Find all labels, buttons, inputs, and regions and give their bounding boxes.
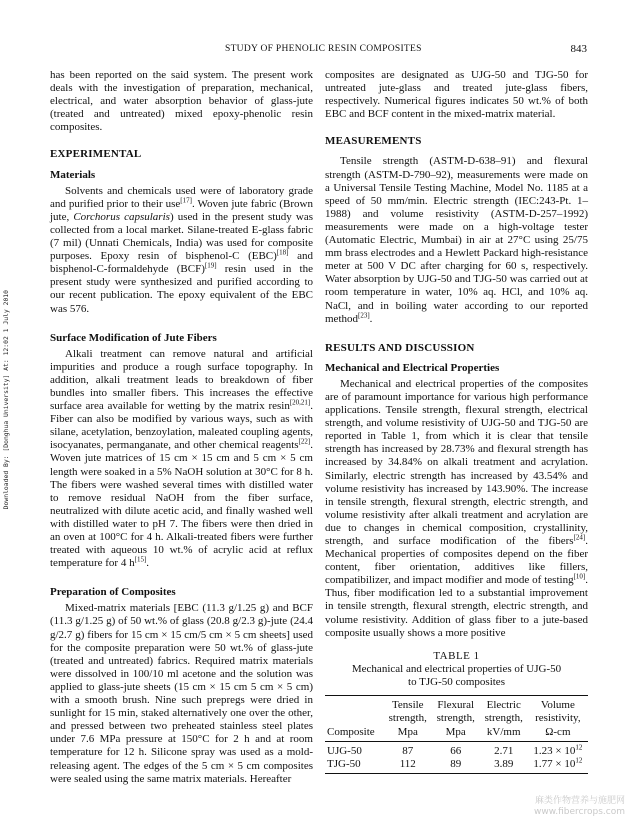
materials-paragraph: Solvents and chemicals used were of laboratory grade and purified prior to their use[17]. Woven jute fabric (Brown jute, Corchorus capsularis) used in the present study was collected from a local market. Silane-treated E-glass fabric (7 mil) (Unnati Chemicals, India) was used for composite purposes. Epoxy resin of bisphenol-C (EBC)[18] and bisphenol-C-formaldehyde (BCF)[19] resin used in the present study were synthesized and purified according to our recent publication. The epoxy equivalent of the EBC was 576.: [50, 184, 314, 315]
table-header-cell: kV/mm: [480, 726, 528, 742]
table-header-cell: Mpa: [432, 726, 480, 742]
table-cell: 87: [402, 745, 414, 758]
running-title: STUDY OF PHENOLIC RESIN COMPOSITES: [225, 44, 422, 54]
table-cell: $1.77 \times 10^{12}$: [528, 758, 588, 774]
table-header-cell: Volume: [528, 695, 588, 712]
table-cell: UJG-50: [327, 745, 362, 758]
table-cell: TJG-50: [325, 758, 384, 774]
subsection-heading-surface-modification: Surface Modification of Jute Fibers: [50, 331, 217, 344]
citation[interactable]: [15]: [134, 555, 147, 564]
page-number: 843: [570, 43, 587, 55]
table-header-cell: strength,: [388, 712, 427, 725]
table-label: TABLE 1: [433, 649, 480, 662]
site-watermark: 麻类作物营养与施肥网 www.fibercrops.com: [534, 796, 625, 817]
table-cell: 89: [432, 758, 480, 774]
citation[interactable]: [10]: [573, 572, 586, 581]
citation[interactable]: [22]: [298, 437, 311, 446]
table-header-cell: [325, 695, 384, 712]
table-header-cell: strength,: [436, 712, 475, 725]
table-row: [325, 742, 588, 759]
table-row: [325, 758, 588, 774]
table-cell: 66: [450, 745, 462, 758]
table-caption: Mechanical and electrical properties of UJG-50 to TJG-50 composites: [351, 662, 562, 688]
table-header-cell: [325, 712, 384, 726]
right-column: [325, 69, 588, 774]
citation[interactable]: [17]: [180, 196, 192, 205]
citation[interactable]: [18]: [276, 248, 289, 257]
citation[interactable]: [20,21]: [289, 398, 311, 407]
page-header: [0, 44, 639, 58]
table-header-cell: Ω-cm: [528, 726, 588, 742]
citation[interactable]: [19]: [204, 261, 217, 270]
table-header-cell: resistivity,: [535, 712, 581, 725]
mechanical-paragraph: Mechanical and electrical properties of the composites are of paramount importance for various high performance applications. Tensile strength, flexural strength, electrical strength, and volume resistivity of UJG-50 and TJG-50 are reported in Table 1, from which it is clear that tensile strength has increased by 28.73% and flexural strength has increased by 34.84% on alkali treatment and acrylation. Similarly, electric strength has increased by 43.54% and volume resistivity has increased by 143.90%. The increase in tensile strength, flexural strength, electric strength, and volume resistivity after alkali treatment and acrylation are due to changes in chemical composition, crystallinity, strength, and surface modification of the fibers[24]. Mechanical properties of composites depend on the fiber content, fiber orientation, additives like fillers, compatibilizer, and impact modifier and mode of testing[10]. Thus, fiber modification led to a substantial improvement in tensile strength, flexural strength, electric strength, and volume resistivity. Addition of glass fiber to a jute-based composite usually shows a more positive: [325, 377, 588, 639]
table-cell: 2.71: [494, 745, 514, 758]
section-heading-experimental: EXPERIMENTAL: [50, 148, 142, 161]
measurements-paragraph: Tensile strength (ASTM-D-638–91) and flexural strength (ASTM-D-790–92), measurements were made on a Universal Tensile Testing Machine, Model No. 1185 at a speed of 50 mm/min. Electric strength (IEC:243-Pt. 1–1988) and volume resistivity (ASTM-D-257–1992) measurements were made on a high-voltage tester (Automatic Electric, Mumbai) in air at 27°C using 25/75 mm brass electrodes and a Hewlett Packard high-resistance meter at 500 V DC after charging for 60 s, respectively. Water absorption by UJG-50 and TJG-50 was carried out at room temperature in water, 10% aq. HCl, and 10% aq. NaCl, and in boiling water according to our reported method[23].: [325, 155, 588, 325]
table-header-cell: Composite: [325, 726, 384, 742]
table-header-cell: Mpa: [384, 726, 432, 742]
table-header-cell: strength,: [484, 712, 523, 725]
citation[interactable]: [23]: [358, 310, 370, 319]
properties-table: [325, 695, 588, 775]
table-header-cell: Tensile: [384, 695, 432, 712]
designation-paragraph: composites are designated as UJG-50 and TJG-50 for untreated jute-glass and treated jute-glass fibers, respectively. Numerical figures indicates 50 wt.% of both EBC and BCF content in the mixed-matrix material.: [325, 69, 588, 121]
table-cell: $1.23 \times 10^{12}$: [533, 743, 583, 758]
table-cell: 112: [384, 758, 432, 774]
citation[interactable]: [24]: [573, 533, 586, 542]
subsection-heading-mechanical-electrical: Mechanical and Electrical Properties: [325, 361, 500, 374]
surface-modification-paragraph: Alkali treatment can remove natural and artificial impurities and produce a rough surface topography. In addition, alkali treatment leads to breakdown of fiber bundles into smaller fibers. This increases the effective surface area available for wetting by the matrix resin[20,21]. Fiber can also be modified by various ways, such as with silane, acetylation, benzoylation, maleated coupling agents, isocyanates, permanganate, and other chemical reagents[22]. Woven jute matrices of 15 cm × 15 cm and 5 cm × 5 cm length were soaked in a 5% NaOH solution at 30°C for 8 h. The fibers were washed several times with distilled water to remove residual NaOH from the fiber surface, neutralized with dilute acetic acid, and finally washed well with distilled water to pH 7. The fibers were then dried in an oven at 100°C for 4 h. Alkali-treated fibers were further treated with aqueous 10 wt.% of acrylic acid at reflux temperature for 4 h[15].: [50, 347, 313, 570]
subsection-heading-materials: Materials: [50, 168, 96, 181]
preparation-paragraph: Mixed-matrix materials [EBC (11.3 g/1.25 g) and BCF (11.3 g/1.25 g) of 50 wt.% of glass (20.8 g/2.3 g)-jute (24.4 g/2.7 g) fibers for 15 cm × 15 cm/5 cm × 5 cm sheets] used for the composite preparation were 50 wt.% of glass-jute (treated and untreated) fabrics. Required matrix materials were dissolved in 100/10 ml acetone and the solution was applied to glass-jute sheets (15 cm × 15 cm 5 cm × 5 cm) with a smooth brush. Nine such prepregs were dried in sunlight for 15 min, staked alternatively one over the other, and pressed between two preheated stainless steel plates under 7.6 MPa pressure at 150°C for 2 h and at room temperature for 12 h. Silicone spray was used as a mold-releasing agent. The edges of the 5 cm × 5 cm composites were sealed using the same matrix materials. Hereafter: [50, 602, 313, 785]
table-cell: 3.89: [480, 758, 528, 774]
table-1: [325, 650, 588, 775]
section-heading-results: RESULTS AND DISCUSSION: [325, 341, 475, 354]
section-heading-measurements: MEASUREMENTS: [325, 135, 422, 148]
table-header-cell: Flexural: [432, 695, 480, 712]
subsection-heading-preparation: Preparation of Composites: [50, 586, 176, 599]
table-header-cell: Electric: [480, 695, 528, 712]
intro-paragraph: has been reported on the said system. The present work deals with the investigation of preparation, mechanical, electrical, and water absorption behavior of glass-jute (treated and untreated) mixed epoxy-phenolic resin composites.: [50, 69, 313, 134]
download-stamp: Downloaded By: [Donghua University] At: 12:02 1 July 2010: [2, 290, 10, 510]
left-column: [50, 69, 313, 786]
